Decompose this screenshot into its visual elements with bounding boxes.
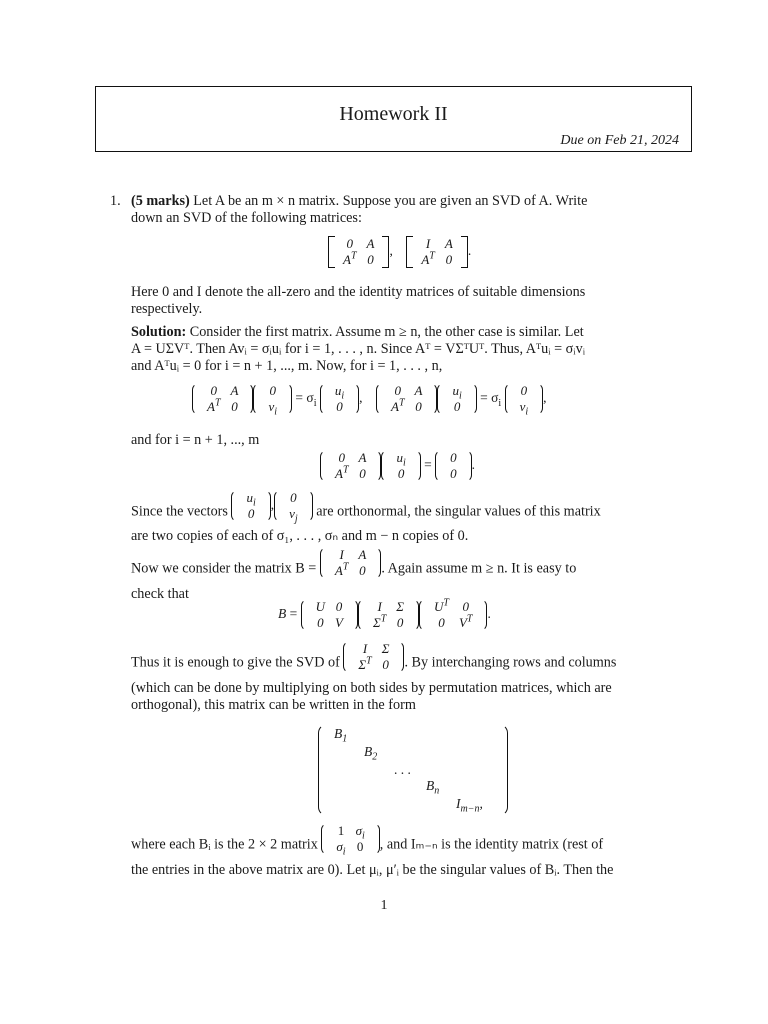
question-line-1 — [131, 193, 697, 210]
equation-b-decomposition: B = U 0 0 V I Σ $\Sigma^T$ 0 $U^T$ 0 0 $V^T$ . — [278, 597, 491, 630]
solution-line-3: and Aᵀuᵢ = 0 for i = n + 1, ..., m. Now, for i = 1, . . . , n, — [131, 358, 443, 374]
where-line: where each Bᵢ is the 2 × 2 matrix 1 $\sigma_i$ $\sigma_i$ 0 , and Iₘ₋ₙ is the identity matrix (rest of — [131, 823, 604, 858]
question-number: 1. — [110, 193, 121, 209]
now-line: Now we consider the matrix B = I A $A^T$ 0 . Again assume m ≥ n. It is easy to — [131, 547, 577, 578]
where-text-2: , and Iₘ₋ₙ is the identity matrix (rest of — [379, 836, 604, 853]
and-for-line: and for i = n + 1, ..., m — [131, 432, 260, 448]
since-text-1: Since the vectors — [131, 503, 228, 520]
thus-line: Thus it is enough to give the SVD of I Σ $\Sigma^T$ 0 . By interchanging rows and columns — [131, 641, 617, 672]
since-text-2: are orthonormal, the singular values of this matrix — [316, 503, 601, 520]
solution-line-2: A = UΣVᵀ. Then Avᵢ = σᵢuᵢ for i = 1, . . . , n. Since Aᵀ = VΣᵀUᵀ. Thus, Aᵀuᵢ = σᵢvᵢ — [131, 341, 586, 357]
title-box — [95, 86, 692, 152]
now-text-1: Now we consider the matrix B = — [131, 560, 317, 577]
note-line-2: respectively. — [131, 301, 203, 317]
solution-line-1 — [131, 324, 697, 341]
thus-text-1: Thus it is enough to give the SVD of — [131, 654, 340, 671]
page-number: 1 — [380, 898, 388, 913]
question-matrices: 0 A $A^T$ 0 , I A $A^T$ 0 . — [328, 236, 471, 268]
marks-label: (5 marks) — [131, 193, 190, 209]
which-line-1: (which can be done by multiplying on both sides by permutation matrices, which are — [131, 680, 612, 696]
block-diagonal-matrix: $B_1$ $B_2$ . . . $B_n$ $I_{m-n}$, — [318, 724, 508, 816]
now-text-2: . Again assume m ≥ n. It is easy to — [381, 560, 577, 577]
equation-eigen: 0 A $A^T$ 0 0 $v_i$ = $\sigma_i$ $u_i$ 0 , 0 A $A^T$ 0 $u_i$ 0 = $\sigma_i$ 0 $v_i$ , — [192, 383, 547, 415]
which-line-2: orthogonal), this matrix can be written in the form — [131, 697, 416, 713]
question-line-2: down an SVD of the following matrices: — [131, 210, 362, 226]
solution-text-1: Consider the first matrix. Assume m ≥ n, the other case is similar. Let — [189, 324, 584, 340]
note-line-1: Here 0 and I denote the all-zero and the identity matrices of suitable dimensions — [131, 284, 586, 300]
question-text-1: Let A be an m × n matrix. Suppose you are given an SVD of A. Write — [193, 193, 588, 209]
where-text-1: where each Bᵢ is the 2 × 2 matrix — [131, 836, 318, 853]
equation-zero: 0 A $A^T$ 0 $u_i$ 0 = 0 0 . — [320, 450, 475, 482]
thus-text-2: . By interchanging rows and columns — [404, 654, 617, 671]
since-line-3: are two copies of each of σ₁, . . . , σₙ and m − n copies of 0. — [131, 528, 469, 544]
since-line-1: Since the vectors $u_i$ 0 , 0 $v_j$ are orthonormal, the singular values of this matrix — [131, 490, 601, 525]
document-title: Homework II — [339, 103, 448, 125]
due-date: Due on Feb 21, 2024 — [560, 133, 679, 148]
solution-label: Solution: — [131, 324, 187, 340]
last-line: the entries in the above matrix are 0). Let μᵢ, μ′ᵢ be the singular values of Bᵢ. Then the — [131, 862, 614, 878]
check-line: check that — [131, 586, 189, 602]
